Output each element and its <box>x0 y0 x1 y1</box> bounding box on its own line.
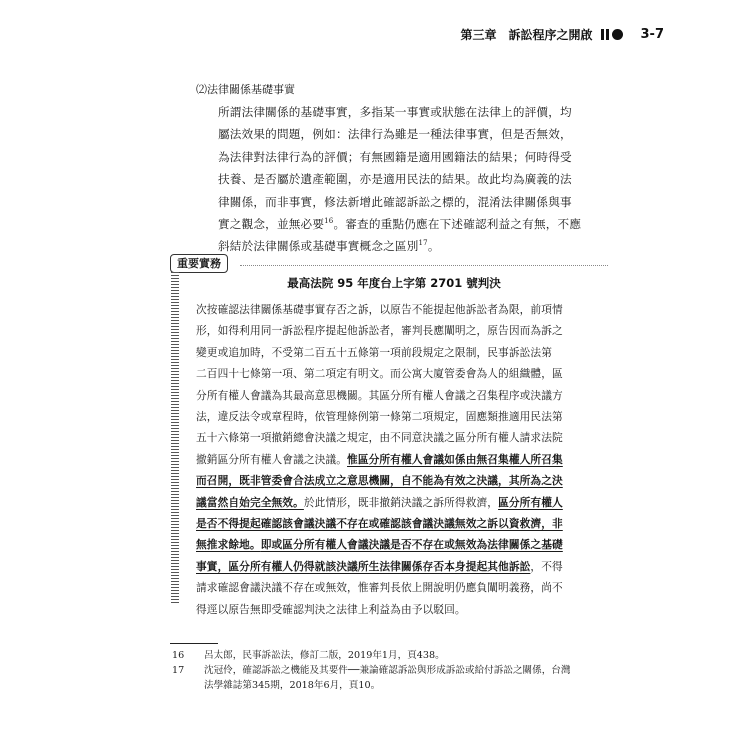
footnote-number: 16 <box>172 650 185 661</box>
paragraph-text: 實之觀念，並無必要 <box>218 217 325 232</box>
case-body <box>196 299 604 620</box>
footnote-16 <box>172 648 608 663</box>
footnote-17 <box>172 663 608 693</box>
case-box-left-border <box>171 272 179 604</box>
paragraph-line: 屬法效果的問題，例如：法律行為雖是一種法律事實，但是否無效， <box>218 127 572 142</box>
footnote-ref-17[interactable]: 17 <box>418 239 428 248</box>
paragraph-line: 律關係，而非事實，修法新增此確認訴訟之標的，混淆法律關係與事 <box>218 194 572 209</box>
case-text: ，不得 <box>530 559 563 573</box>
case-emphasis: 事實，區分所有權人仍得就該決議所生法律關係存否本身提起其他訴訟 <box>196 559 531 573</box>
page-header <box>460 26 664 43</box>
chapter-label: 第三章 <box>460 28 497 42</box>
footnote-number: 17 <box>172 665 185 676</box>
case-emphasis: 區分所有權人 <box>498 495 563 509</box>
footnote-ref-16[interactable]: 16 <box>324 217 334 226</box>
case-text: 撤銷區分所有權人會議之決議。 <box>196 452 348 466</box>
section-title: ⑵法律關係基礎事實 <box>196 83 295 96</box>
case-line: 法，違反法令或章程時，依管理條例第一條第二項規定，固應類推適用民法第 <box>196 410 563 424</box>
case-line: 得逕以原告無即受確認判決之法律上利益為由予以駁回。 <box>196 602 466 616</box>
paragraph-text: 。審查的重點仍應在下述確認利益之有無，不應 <box>333 217 582 232</box>
footnote-separator <box>170 643 218 644</box>
footnote-text: 沈冠伶，確認訴訟之機能及其要件──兼論確認訴訟與形成訴訟或給付訴訟之關係，台灣 <box>204 665 571 676</box>
case-line <box>196 492 604 513</box>
case-emphasis: 議當然自始完全無效。 <box>196 495 304 509</box>
paragraph-line: 所謂法律關係的基礎事實，多指某一事實或狀態在法律上的評價，均 <box>218 105 572 119</box>
case-title: 最高法院 95 年度台上字第 2701 號判決 <box>287 276 501 290</box>
chapter-marker-icon <box>601 29 623 40</box>
case-emphasis-line: 是否不得提起確認該會議決議不存在或確認該會議決議無效之訴以資救濟，非 <box>196 517 563 531</box>
footnote-text: 法學雜誌第345期，2018年6月，頁10。 <box>204 680 381 691</box>
paragraph-text: 。 <box>427 239 440 254</box>
paragraph-text: 斜結於法律關係或基礎事實概念之區別 <box>218 239 419 254</box>
paragraph-line: 為法律對法律行為的評價；有無國籍是適用國籍法的結果；何時得受 <box>218 149 572 164</box>
case-box-tab: 重要實務 <box>170 254 228 273</box>
case-emphasis: 即或區分所有權人會議決議是否不存在或無效為法律關係之基礎 <box>260 538 563 552</box>
case-emphasis: 無推求餘地。 <box>196 538 261 552</box>
case-line: 次按確認法律關係基礎事實存否之訴，以原告不能提起他訴訟者為限，前項情 <box>196 303 563 316</box>
case-line: 請求確認會議決議不存在或無效，惟審判長依上開說明仍應負闡明義務，尚不 <box>196 581 563 595</box>
section-label: 訴訟程序之開啟 <box>508 28 593 42</box>
case-line: 分所有權人會議為其最高意思機關。其區分所有權人會議之召集程序或決議方 <box>196 388 563 402</box>
case-box-top-rule <box>240 265 608 266</box>
case-emphasis: 惟區分所有權人會議如係由無召集權人所召集 <box>347 452 563 466</box>
page-number: 3-7 <box>640 27 664 42</box>
paragraph-line <box>218 235 606 257</box>
case-line: 二百四十七條第一項、第二項定有明文。而公寓大廈管委會為人的組織體，區 <box>196 367 563 381</box>
footnote-text: 呂太郎，民事訴訟法，修訂二版，2019年1月，頁438。 <box>204 650 445 661</box>
case-emphasis-line: 而召開，既非管委會合法成立之意思機關，自不能為有效之決議，其所為之決 <box>196 474 563 488</box>
paragraph-line: 扶養、是否屬於遺產範圍，亦是適用民法的結果。故此均為廣義的法 <box>218 172 572 187</box>
body-paragraph <box>218 101 606 258</box>
case-line: 形，如得利用同一訴訟程序提起他訴訟者，審判長應闡明之，原告因而為訴之 <box>196 324 563 338</box>
paragraph-line <box>218 213 606 235</box>
case-text: 於此情形，既非撤銷決議之訴所得救濟， <box>303 495 499 509</box>
case-line: 變更或追加時，不受第二百五十五條第一項前段規定之限制，民事訴訟法第 <box>196 345 552 359</box>
case-line <box>196 534 604 555</box>
case-line: 五十六條第一項撤銷總會決議之規定，由不同意決議之區分所有權人請求法院 <box>196 431 563 445</box>
footnotes <box>172 648 608 693</box>
case-line <box>196 449 604 470</box>
case-line <box>196 556 604 577</box>
